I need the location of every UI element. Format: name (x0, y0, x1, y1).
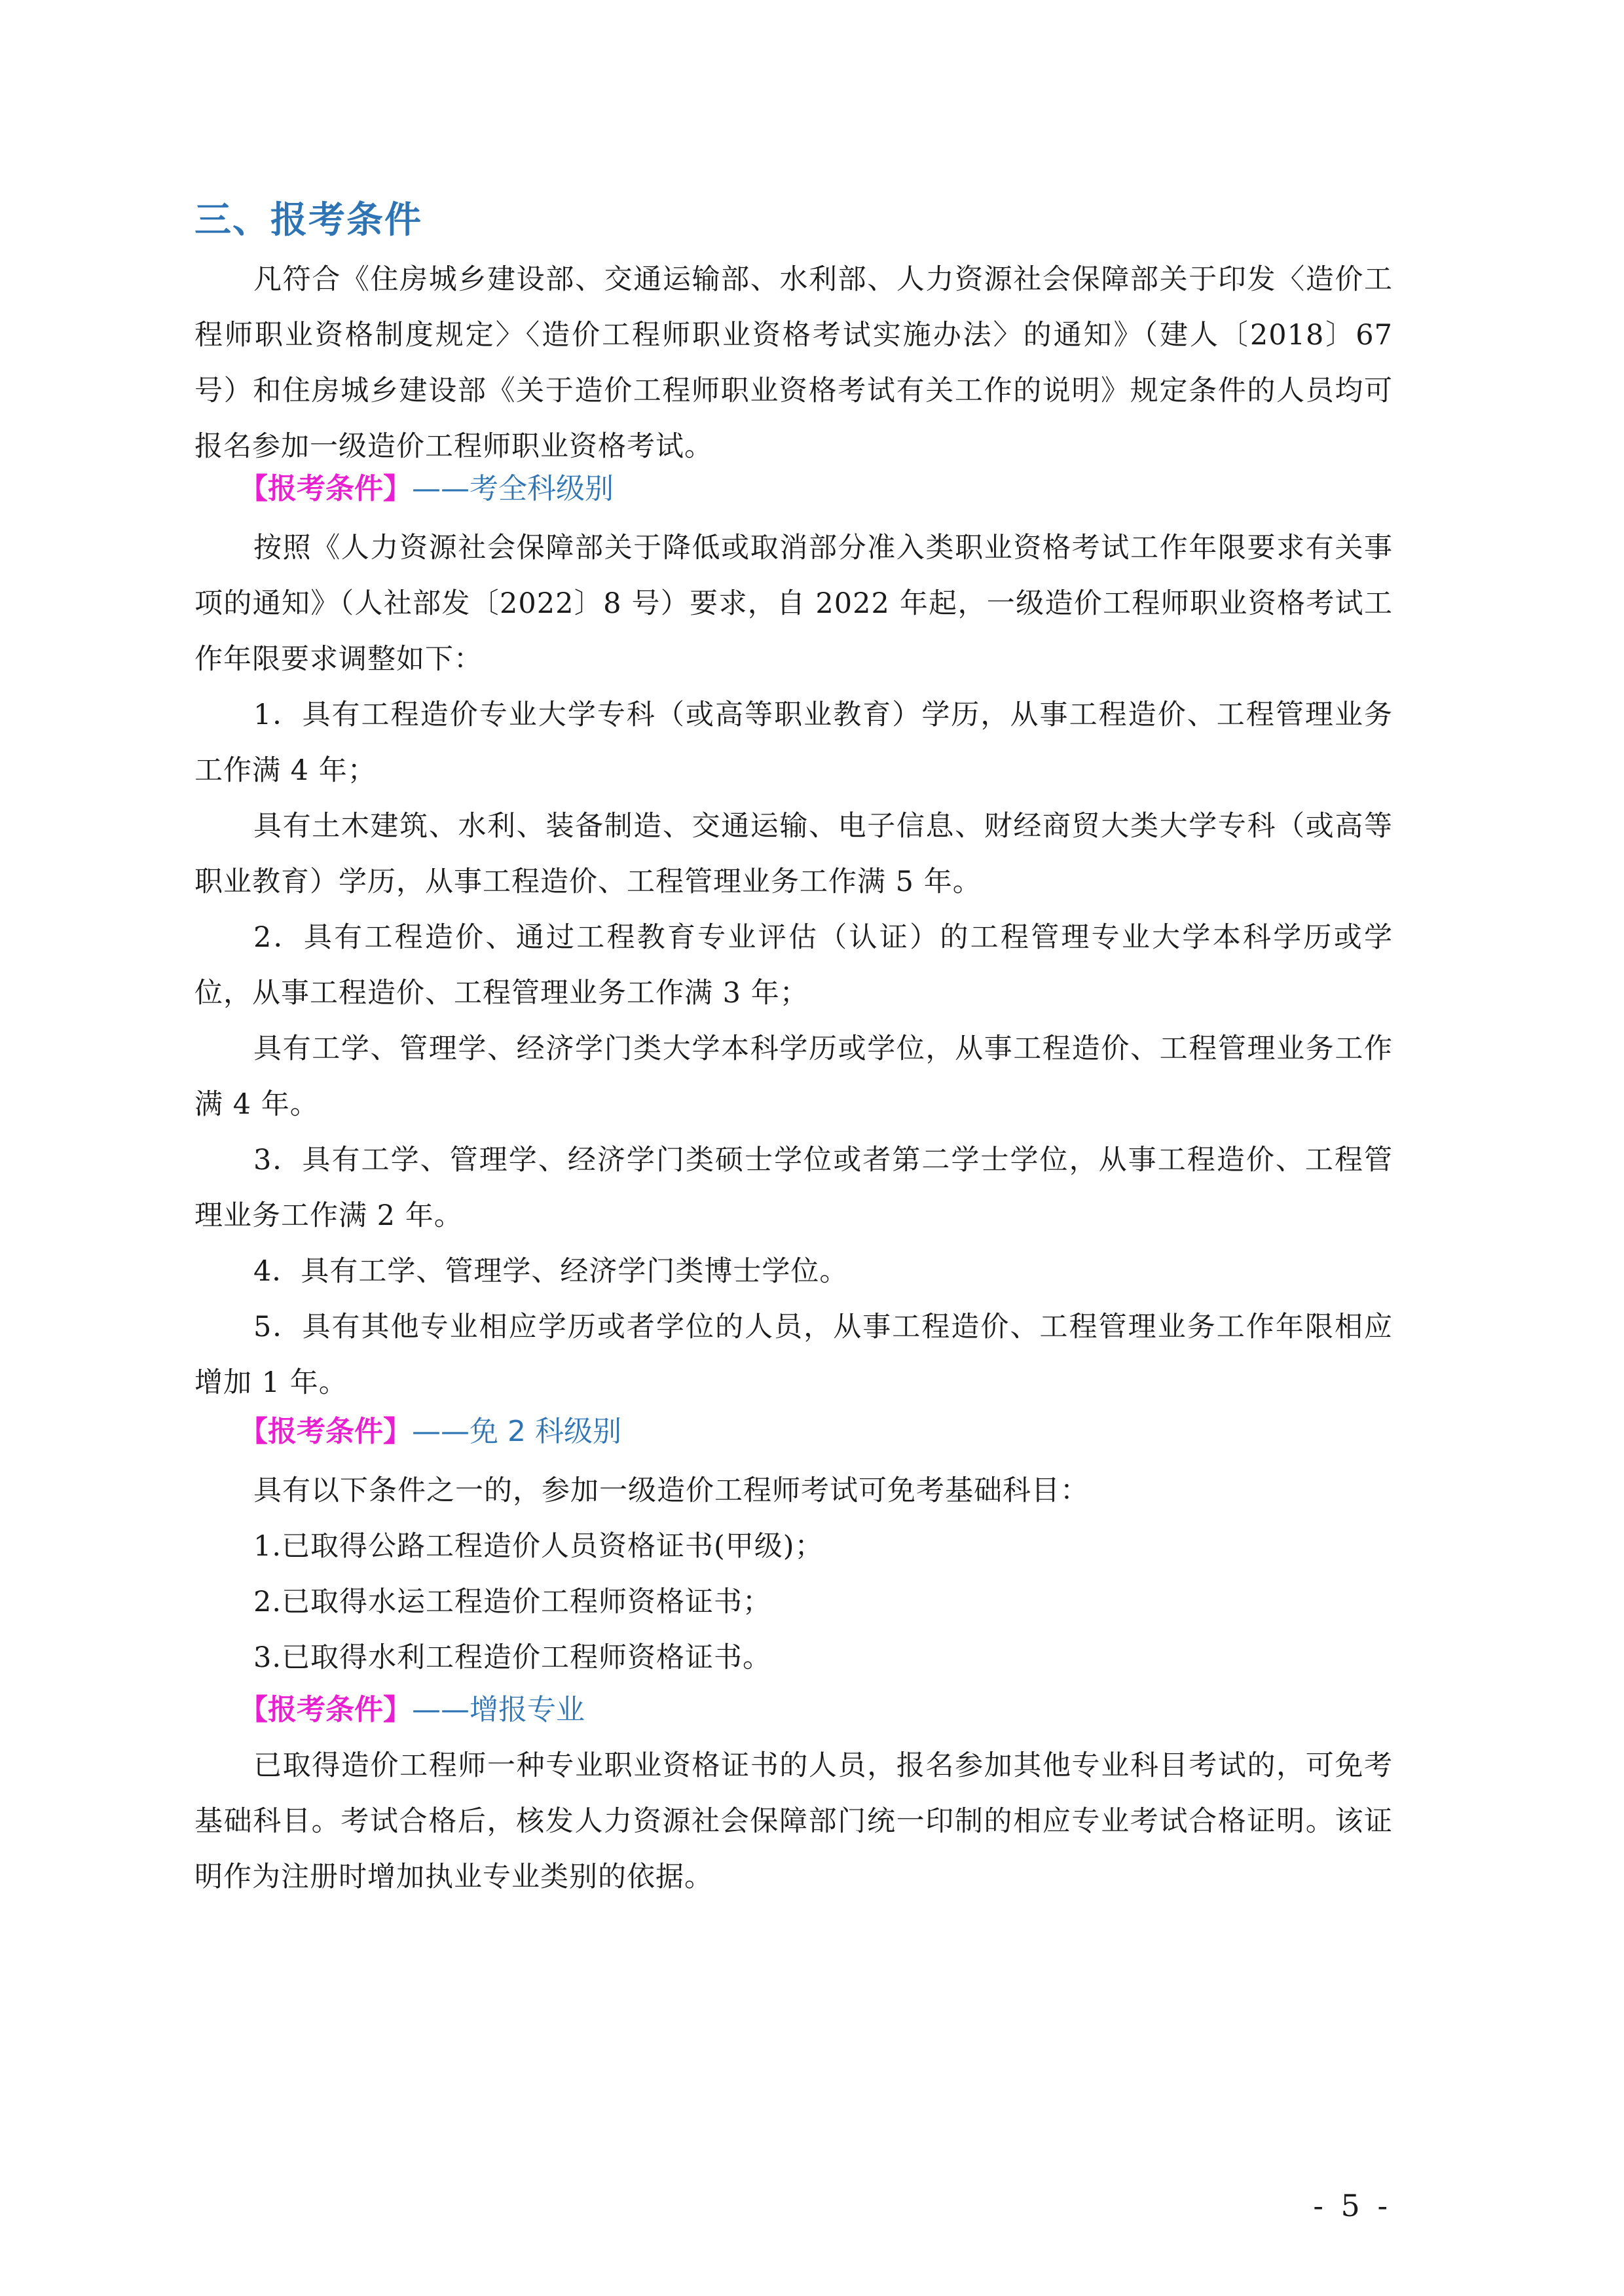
subheading-tag: 【报考条件】 (239, 1693, 412, 1726)
subheading-title: 免 2 科级别 (470, 1415, 621, 1448)
exempt-intro: 具有以下条件之一的，参加一级造价工程师考试可免考基础科目： (253, 1474, 1089, 1507)
work-years-paragraph: 按照《人力资源社会保障部关于降低或取消部分准入类职业资格考试工作年限要求有关事项的通知》（人社部发〔2022〕8 号）要求，自 2022 年起，一级造价工程师职业资格考试工作年限要求调整如下： (194, 532, 1393, 676)
exempt-item-2: 2.已取得水运工程造价工程师资格证书； (253, 1586, 772, 1618)
subheading-full-subjects (239, 465, 614, 507)
condition-item-2b: 具有工学、管理学、经济学门类大学本科学历或学位，从事工程造价、工程管理业务工作满 4 年。 (194, 1032, 1393, 1121)
condition-item-3: 3．具有工学、管理学、经济学门类硕士学位或者第二学士学位，从事工程造价、工程管理业务工作满 2 年。 (194, 1144, 1393, 1232)
add-specialty-paragraph: 已取得造价工程师一种专业职业资格证书的人员，报名参加其他专业科目考试的，可免考基础科目。考试合格后，核发人力资源社会保障部门统一印制的相应专业考试合格证明。该证明作为注册时增加执业专业类别的依据。 (194, 1749, 1393, 1893)
subheading-title: 考全科级别 (470, 472, 614, 505)
intro-paragraph: 凡符合《住房城乡建设部、交通运输部、水利部、人力资源社会保障部关于印发〈造价工程师职业资格制度规定〉〈造价工程师职业资格考试实施办法〉的通知》（建人〔2018〕67 号）和住房城乡建设部《关于造价工程师职业资格考试有关工作的说明》规定条件的人员均可报名参加一级造价工程师职业资格考试。 (194, 263, 1393, 463)
subheading-tag: 【报考条件】 (239, 472, 412, 505)
condition-item-1b: 具有土木建筑、水利、装备制造、交通运输、电子信息、财经商贸大类大学专科（或高等职业教育）学历，从事工程造价、工程管理业务工作满 5 年。 (194, 810, 1393, 898)
page-number: - 5 - (1313, 2188, 1392, 2223)
subheading-dash: —— (412, 1415, 470, 1448)
subheading-tag: 【报考条件】 (239, 1415, 412, 1448)
subheading-dash: —— (412, 1693, 470, 1726)
subheading-title: 增报专业 (470, 1693, 585, 1726)
subheading-exempt-two (239, 1408, 621, 1449)
section-heading: 三、报考条件 (194, 199, 422, 242)
condition-item-1: 1．具有工程造价专业大学专科（或高等职业教育）学历，从事工程造价、工程管理业务工作满 4 年； (194, 699, 1393, 787)
subheading-dash: —— (412, 472, 470, 505)
condition-item-2: 2．具有工程造价、通过工程教育专业评估（认证）的工程管理专业大学本科学历或学位，从事工程造价、工程管理业务工作满 3 年； (194, 921, 1393, 1010)
condition-item-5: 5．具有其他专业相应学历或者学位的人员，从事工程造价、工程管理业务工作年限相应增加 1 年。 (194, 1311, 1393, 1399)
subheading-add-specialty (239, 1686, 585, 1728)
exempt-item-3: 3.已取得水利工程造价工程师资格证书。 (253, 1641, 772, 1674)
condition-item-4: 4．具有工学、管理学、经济学门类博士学位。 (253, 1255, 849, 1288)
exempt-item-1: 1.已取得公路工程造价人员资格证书(甲级)； (253, 1530, 824, 1563)
